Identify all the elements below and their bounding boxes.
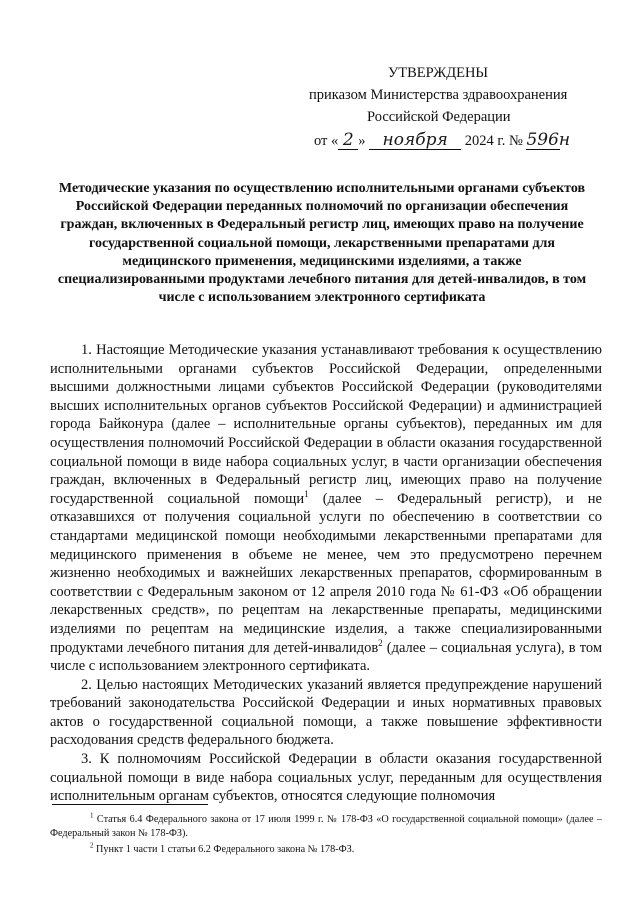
approval-ministry-line: приказом Министерства здравоохранения	[309, 87, 568, 103]
approval-heading: УТВЕРЖДЕНЫ	[388, 65, 489, 81]
approval-country-line: Российской Федерации	[367, 109, 511, 125]
paragraph-3: 3. К полномочиям Российской Федерации в области оказания государственной социальной помощи в виде набора социальных услуг, переданным для осуществления исполнительным органам субъектов, относятся следующие полномочия	[50, 751, 602, 805]
paragraph-2: 2. Целью настоящих Методических указаний является предупреждение нарушений требований законодательства Российской Федерации и иных нормативных правовых актов о государственной социальной помощи, а также повышение эффективности расходования средств федерального бюджета.	[50, 676, 602, 749]
order-number-handwritten: 596н	[526, 130, 571, 150]
document-body	[50, 341, 602, 806]
footnote-2-mark: 2	[90, 841, 94, 850]
footnote-ref-1: 1	[304, 488, 309, 499]
paragraph-1-part-2: (далее – Федеральный регистр), и не отказавшихся от получения социальной услуги по обеспечению в соответствии со стандартами медицинской помощи необходимыми лекарственными препаратами для медицинского применения в объеме не менее, чем это предусмотрено перечнем жизненно необходимых и важнейших лекарственных препаратов, сформированным в соответствии с Федеральным законом от 12 апреля 2010 года № 61-ФЗ «Об обращении лекарственных средств», по рецептам на лекарственные препараты, медицинскими изделиями по рецептам на медицинские изделия, а также специализированными продуктами лечебного питания для детей-инвалидов	[50, 490, 602, 656]
paragraph-1-part-1: 1. Настоящие Методические указания устанавливают требования к осуществлению исполнительными органами субъектов Российской Федерации, определенными высшими должностными лицами субъектов Российской Федерации (руководителями высших исполнительных органов субъектов Российской Федерации) и администрацией города Байконура (далее – исполнительные органы субъектов), переданных им для осуществления полномочий Российской Федерации в области оказания государственной социальной помощи в виде набора социальных услуг, в части организации обеспечения граждан, включенных в Федеральный регистр лиц, имеющих право на получение государственной социальной помощи	[50, 342, 602, 507]
footnote-1-text: Статья 6.4 Федерального закона от 17 июля 1999 г. № 178-ФЗ «О государственной социальной помощи» (далее – Федеральный закон № 178-ФЗ).	[50, 814, 602, 839]
paragraph-1-part-3: (далее – социальная услуга), в том числе с использованием электронного сертификата.	[50, 639, 602, 675]
date-prefix: от «	[314, 133, 339, 149]
date-quote-close: »	[358, 133, 366, 149]
approval-date-line	[314, 130, 571, 152]
paragraph-1	[50, 341, 602, 676]
document-title: Методические указания по осуществлению исполнительными органами субъектов Российской Федерации переданных полномочий по организации обеспечения граждан, включенных в Федеральный регистр лиц, имеющих право на получение государственной социальной помощи, лекарственными препаратами для медицинского применения, медицинскими изделиями, а также специализированными продуктами лечебного питания для детей-инвалидов, в том числе с использованием электронного сертификата	[57, 181, 587, 306]
footnote-2	[50, 843, 602, 857]
date-month-handwritten: ноября	[369, 131, 461, 150]
footnotes	[50, 813, 602, 860]
footnote-divider	[52, 804, 208, 805]
footnote-1-mark: 1	[90, 811, 94, 820]
date-year: 2024 г. №	[464, 133, 523, 149]
footnote-ref-2: 2	[378, 637, 383, 648]
date-day-handwritten: 2	[338, 131, 358, 150]
footnote-1	[50, 813, 602, 840]
footnote-2-text: Пункт 1 части 1 статьи 6.2 Федерального закона № 178-ФЗ.	[93, 844, 355, 855]
